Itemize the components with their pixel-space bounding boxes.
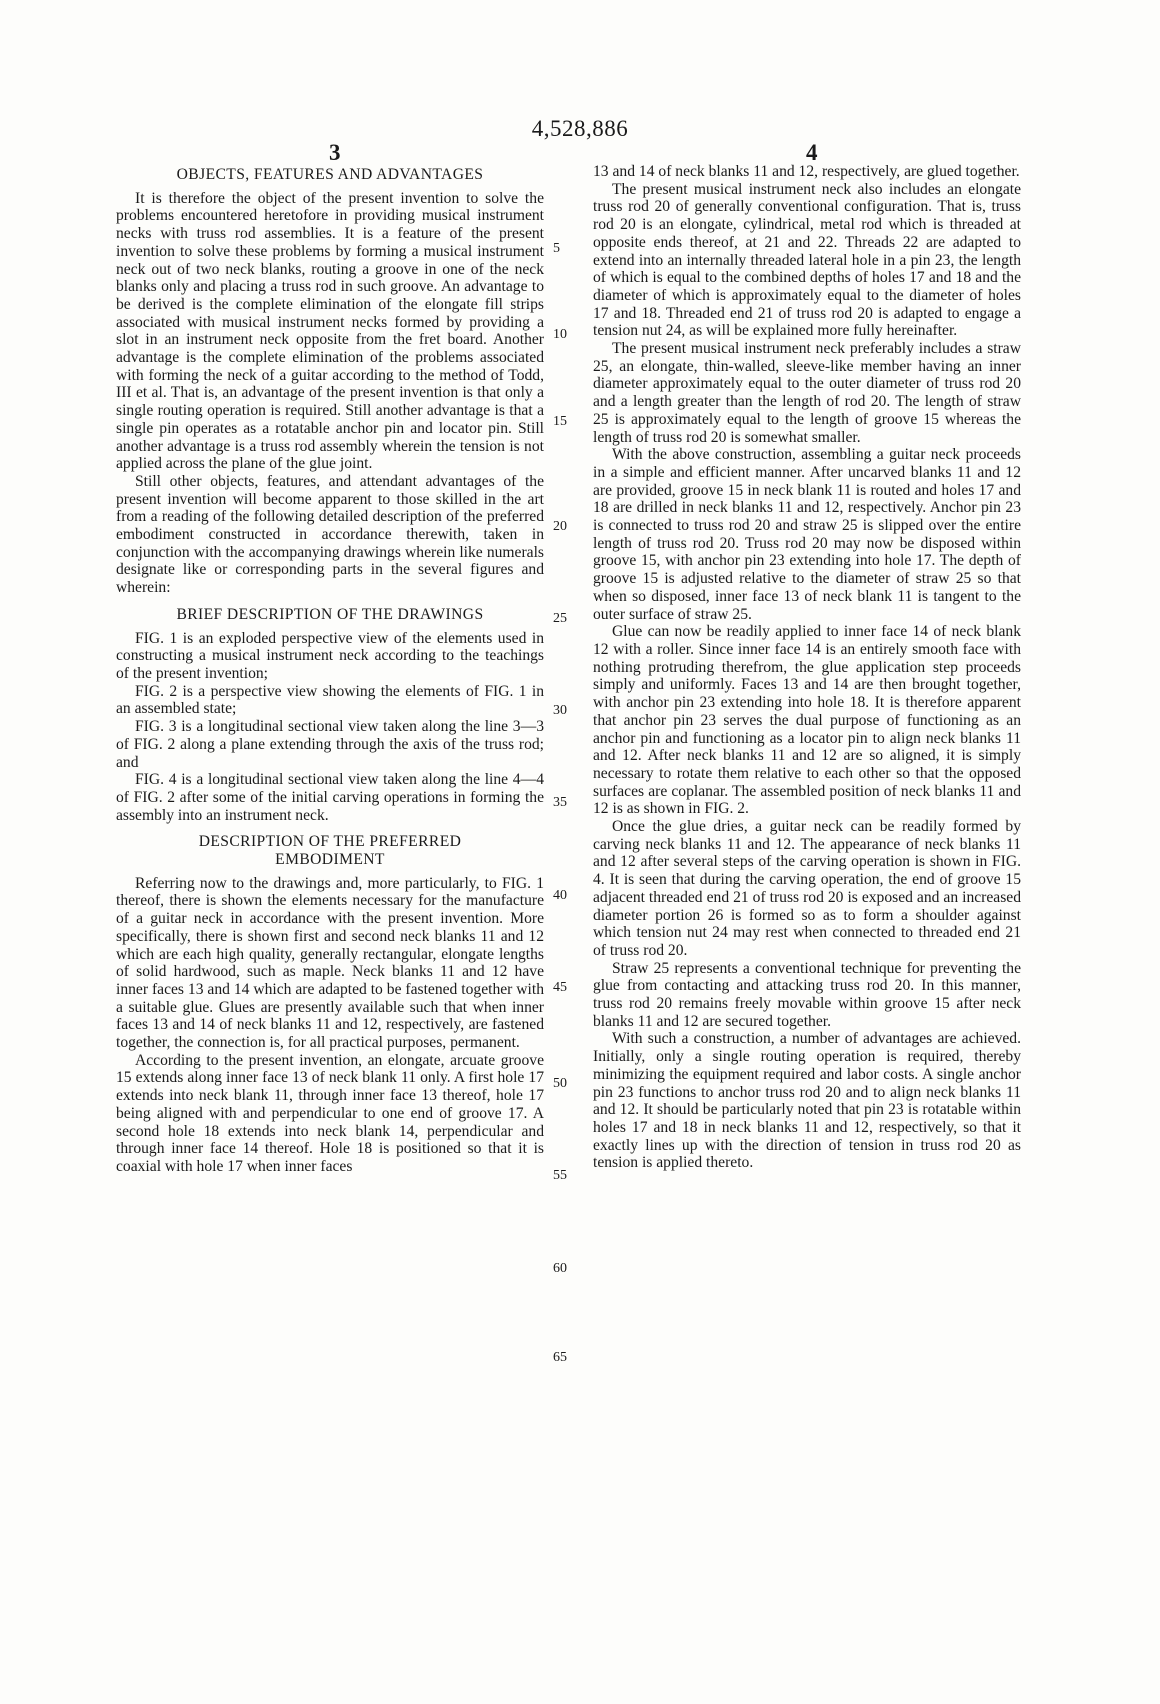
paragraph: The present musical instrument neck preferably includes a straw 25, an elongate, thin-walled, sleeve-like member having an inner diameter approximately equal to the outer diameter of truss rod 20 and a length greater than the length of rod 20. The length of straw 25 is approximately equal to the length of groove 15 whereas the length of truss rod 20 is somewhat smaller.: [593, 340, 1021, 446]
paragraph: Still other objects, features, and attendant advantages of the present invention will become apparent to those skilled in the art from a reading of the following detailed description of the preferred embodiment constructed in accordance therewith, taken in conjunction with the accompanying drawings wherein like numerals designate like or corresponding parts in the several figures and wherein:: [116, 472, 544, 597]
line-number: 25: [553, 611, 567, 626]
figure-description: FIG. 1 is an exploded perspective view of the elements used in constructing a musical instrument neck according to the teachings of the present invention;: [116, 629, 544, 682]
figure-description: FIG. 4 is a longitudinal sectional view taken along the line 4—4 of FIG. 2 after some of the initial carving operations in forming the assembly into an instrument neck.: [116, 771, 544, 824]
line-number: 50: [553, 1076, 567, 1091]
patent-number: 4,528,886: [531, 116, 629, 141]
right-column-number: 4: [806, 140, 818, 165]
heading-objects: OBJECTS, FEATURES AND ADVANTAGES: [176, 166, 484, 183]
line-number: 45: [553, 980, 567, 995]
line-number: 5: [553, 241, 560, 256]
line-number: 20: [553, 519, 567, 534]
line-number: 65: [553, 1350, 567, 1365]
line-number: 60: [553, 1261, 567, 1276]
left-text-column: [116, 166, 544, 1176]
paragraph: Once the glue dries, a guitar neck can be readily formed by carving neck blanks 11 and 12. The appearance of neck blanks 11 and 12 after several steps of the carving operation is shown in FIG. 4. It is seen that during the carving operation, the end of groove 15 adjacent threaded end 21 of truss rod 20 is exposed and an increased diameter portion 26 is formed so as to form a shoulder against which tension nut 24 may rest when connected to threaded end 21 of truss rod 20.: [593, 818, 1021, 959]
right-text-column: [593, 163, 1021, 1172]
line-number: 10: [553, 327, 567, 342]
paragraph: According to the present invention, an elongate, arcuate groove 15 extends along inner face 13 of neck blank 11 only. A first hole 17 extends into neck blank 11, through inner face 13 thereof, hole 17 being aligned with and perpendicular to one end of groove 17. A second hole 18 extends into neck blank 14, perpendicular and through inner face 14 thereof. Hole 18 is positioned so that it is coaxial with hole 17 when inner faces: [116, 1051, 544, 1175]
paragraph: Referring now to the drawings and, more particularly, to FIG. 1 thereof, there is shown the elements necessary for the manufacture of a guitar neck in accordance with the present invention. More specifically, there is shown first and second neck blanks 11 and 12 which are each high quality, generally rectangular, elongate lengths of solid hardwood, such as maple. Neck blanks 11 and 12 have inner faces 13 and 14 which are adapted to be fastened together with a suitable glue. Glues are presently available such that when inner faces 13 and 14 of neck blanks 11 and 12, respectively, are fastened together, the connection is, for all practical purposes, permanent.: [116, 874, 544, 1052]
heading-brief-description: BRIEF DESCRIPTION OF THE DRAWINGS: [176, 605, 484, 623]
line-number: 35: [553, 795, 567, 810]
line-number: 40: [553, 888, 567, 903]
line-number: 55: [553, 1168, 567, 1183]
paragraph: With such a construction, a number of advantages are achieved. Initially, only a single routing operation is required, thereby minimizing the equipment required and labor costs. A single anchor pin 23 functions to anchor truss rod 20 and to align neck blanks 11 and 12. It should be particularly noted that pin 23 is rotatable within holes 17 and 18 in neck blanks 11 and 12, respectively, so that it exactly lines up with the direction of tension in truss rod 20 as tension is applied thereto.: [593, 1030, 1021, 1172]
heading-description-line-2: EMBODIMENT: [275, 851, 385, 869]
paragraph: 13 and 14 of neck blanks 11 and 12, respectively, are glued together.: [593, 163, 1020, 180]
figure-description: FIG. 3 is a longitudinal sectional view taken along the line 3—3 of FIG. 2 along a plane extending through the axis of the truss rod; and: [116, 718, 544, 771]
paragraph: Straw 25 represents a conventional technique for preventing the glue from contacting and attacking truss rod 20. In this manner, truss rod 20 remains freely movable within groove 15 after neck blanks 11 and 12 are secured together.: [593, 959, 1021, 1030]
heading-description-line-1: DESCRIPTION OF THE PREFERRED: [198, 833, 462, 851]
paragraph: With the above construction, assembling a guitar neck proceeds in a simple and efficient manner. After uncarved blanks 11 and 12 are provided, groove 15 in neck blank 11 is routed and holes 17 and 18 are drilled in neck blanks 11 and 12, respectively. Anchor pin 23 is connected to truss rod 20 and straw 25 is slipped over the entire length of truss rod 20. Truss rod 20 may now be disposed within groove 15, with anchor pin 23 extending into hole 17. The depth of groove 15 is adjusted relative to the diameter of straw 25 so that when so disposed, inner face 13 of neck blank 11 is tangent to the outer surface of straw 25.: [593, 446, 1021, 623]
figure-description: FIG. 2 is a perspective view showing the elements of FIG. 1 in an assembled state;: [116, 682, 544, 718]
paragraph: Glue can now be readily applied to inner face 14 of neck blank 12 with a roller. Since inner face 14 is an entirely smooth face with nothing protruding therefrom, the glue application step proceeds simply and uniformly. Faces 13 and 14 are then brought together, with anchor pin 23 extending into hole 18. It is therefore apparent that anchor pin 23 serves the dual purpose of functioning as an anchor pin and functioning as a locator pin to align neck blanks 11 and 12. After neck blanks 11 and 12 are so aligned, it is simply necessary to rotate them relative to each other so that the opposed surfaces are coplanar. The assembled position of neck blanks 11 and 12 is as shown in FIG. 2.: [593, 623, 1021, 818]
paragraph: The present musical instrument neck also includes an elongate truss rod 20 of generally conventional configuration. That is, truss rod 20 is an elongate, cylindrical, metal rod which is threaded at opposite ends thereof, at 21 and 22. Threads 22 are adapted to extend into an internally threaded lateral hole in a pin 23, the length of which is equal to the combined depths of holes 17 and 18 and the diameter of which is approximately equal to the diameter of holes 17 and 18. Threaded end 21 of truss rod 20 is adapted to engage a tension nut 24, as will be explained more fully hereinafter.: [593, 180, 1021, 340]
left-column-number: 3: [329, 140, 341, 165]
line-number: 30: [553, 703, 567, 718]
line-number: 15: [553, 414, 567, 429]
paragraph: It is therefore the object of the present invention to solve the problems encountered heretofore in providing musical instrument necks with truss rod assemblies. It is a feature of the present invention to solve these problems by forming a musical instrument neck out of two neck blanks, routing a groove in one of the neck blanks only and placing a truss rod in such groove. An advantage to be derived is the complete elimination of the elongate fill strips associated with musical instrument necks formed by providing a slot in an instrument neck opposite from the fret board. Another advantage is the complete elimination of the problems associated with forming the neck of a guitar according to the method of Todd, III et al. That is, an advantage of the present invention is that only a single routing operation is required. Still another advantage is that a single pin operates as a rotatable anchor pin and locator pin. Still another advantage is a truss rod assembly wherein the tension is not applied across the plane of the glue joint.: [116, 189, 544, 473]
